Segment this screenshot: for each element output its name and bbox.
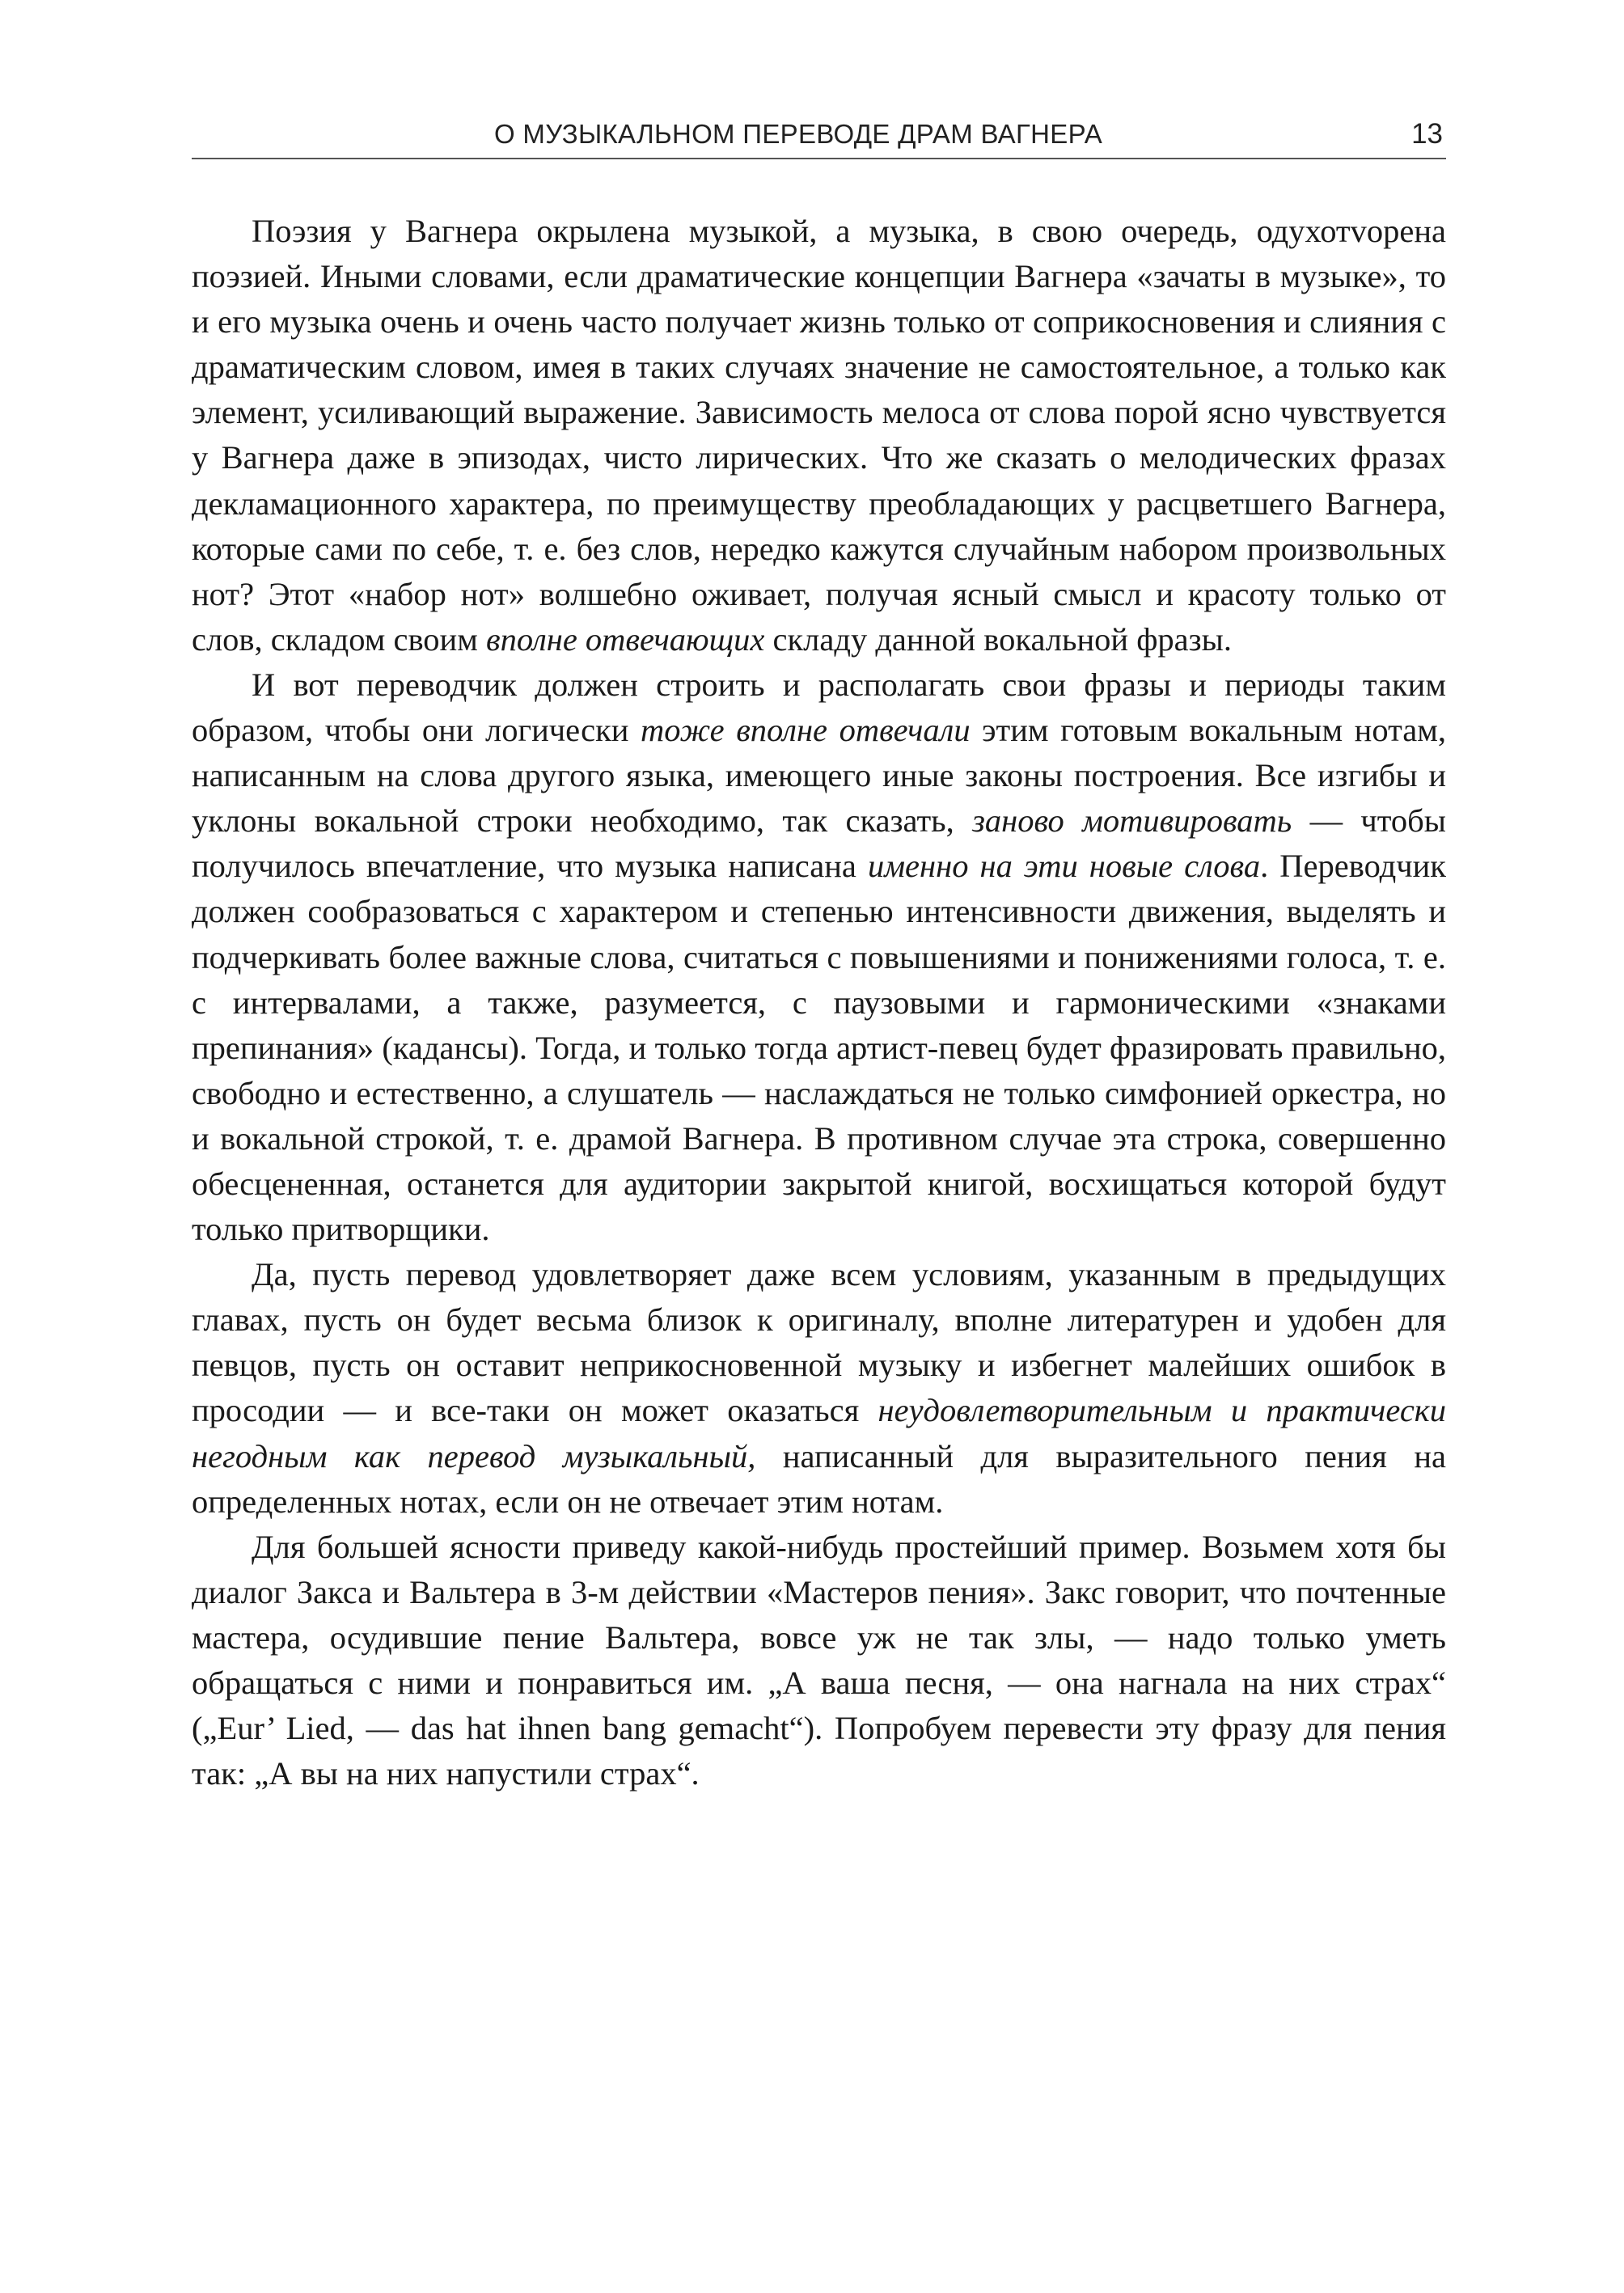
paragraph [192,1252,1446,1525]
paragraph [192,209,1446,662]
running-header-title: О МУЗЫКАЛЬНОМ ПЕРЕВОДЕ ДРАМ ВАГНЕРА [493,119,1103,149]
text-segment: складу данной вокальной фразы. [764,620,1232,658]
paragraph [192,662,1446,1252]
italic-segment: именно на эти новые слова [867,848,1261,885]
paragraph [192,1525,1446,1797]
text-segment: написанный для выразительного пения на определенных нотах, если он не отвечает этим нотам. [192,1437,1446,1520]
header-rule [192,158,1446,159]
book-page [192,0,1446,2293]
text-segment: Поэзия у Вагнера окрылена музыкой, а музыка, в свою очередь, одухотvорена поэзией. Иными словами, если драматические концепции Вагнера «зачаты в музыке», то и его музыка очень и очень часто получает жизнь только от соприкосновения и слияния с драматическим словом, имея в таких случаях значение не самостоятельное, а только как элемент, усиливающий выражение. Зависимость мелоса от слова порой ясно чувствуется у Вагнера даже в эпизодах, чисто лирических. Что же сказать о мелодических фразах декламационного характера, по преимуществу преобладающих у расцветшего Вагнера, которые сами по себе, т. е. без слов, нередко кажутся случайным набором произвольных нот? Этот «набор нот» волшебно оживает, получая ясный смысл и красоту только от слов, складом своим [192,213,1446,658]
italic-segment: тоже вполне отвечали [641,712,971,749]
body-text [192,209,1446,1796]
italic-segment: заново мотивировать [972,802,1292,840]
text-segment: Да, пусть перевод удовлетворяет даже всем условиям, указанным в предыдущих главах, пусть он будет весьма близок к оригиналу, вполне литературен и удобен для певцов, пусть он оставит неприкосновенной музыку и избегнет малейших ошибок в просодии — и все-таки он может оказаться [192,1256,1446,1429]
text-segment: Для большей ясности приведу какой-нибудь простейший пример. Возьмем хотя бы диалог Закса и Вальтера в 3-м действии «Мастеров пения». Закс говорит, что почтенные мастера, осудившие пение Вальтера, вовсе уж не так злы, — надо только уметь обращаться с ними и понравиться им. „А ваша песня, — она нагнала на них страх“ („Eur’ Lied, — das hat ihnen bang gemacht“). Попробуем перевести эту фразу для пения так: „А вы на них напустили страх“. [192,1528,1446,1792]
text-segment: этим готовым вокальным нотам, написанным на слова другого языка, имеющего иные законы построения. Все изгибы и уклоны вокальной строки необходимо, так сказать, [192,712,1446,840]
text-segment: . Переводчик должен сообразоваться с характером и степенью интенсивности движения, выделять и подчеркивать более важные слова, считаться с повышениями и понижениями голоса, т. е. с интервалами, а также, разумеется, с паузовыми и гармоническими «знаками препинания» (кадансы). Тогда, и только тогда артист-певец будет фразировать правильно, свободно и естественно, а слушатель — наслаждаться не только симфонией оркестра, но и вокальной строкой, т. е. драмой Вагнера. В противном случае эта строка, совершенно обесцененная, останется для аудитории закрытой книгой, восхищаться которой будут только притворщики. [192,848,1446,1248]
italic-segment: вполне отвечающих [486,620,765,658]
italic-segment: неудовлетворительным и практически негодным как перевод музыкальный, [192,1392,1446,1474]
running-header [192,116,1446,157]
text-segment: И вот переводчик должен строить и располагать свои фразы и периоды таким образом, чтобы они логически [192,666,1446,749]
text-segment: — чтобы получилось впечатление, что музыка написана [192,802,1446,885]
page-number: 13 [1411,118,1443,150]
